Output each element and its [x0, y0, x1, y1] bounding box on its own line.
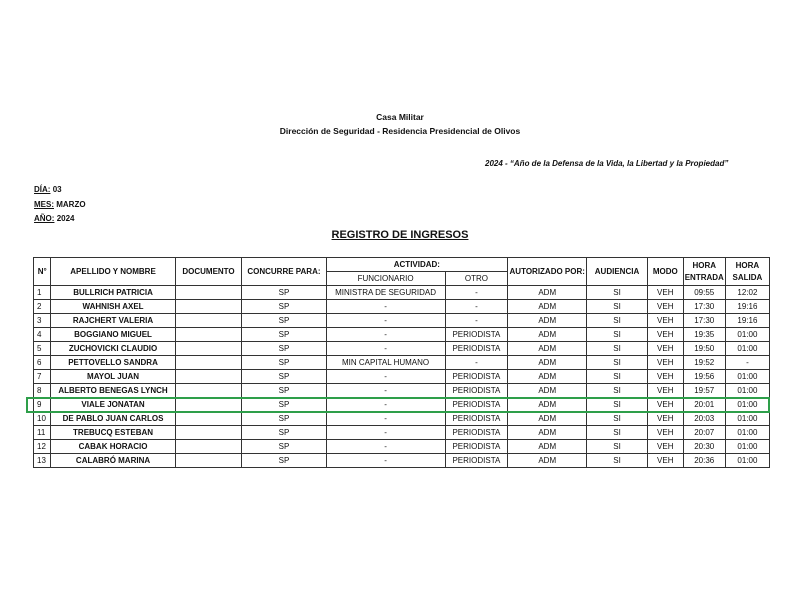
- cell-modo: VEH: [647, 370, 683, 384]
- cell-concurre: SP: [242, 314, 326, 328]
- cell-documento: [175, 370, 242, 384]
- cell-funcionario: MIN CAPITAL HUMANO: [326, 356, 445, 370]
- table-row: [34, 328, 770, 342]
- cell-concurre: SP: [242, 370, 326, 384]
- cell-autorizado: ADM: [508, 342, 587, 356]
- cell-funcionario: -: [326, 384, 445, 398]
- cell-apellido: TREBUCQ ESTEBAN: [51, 426, 175, 440]
- cell-funcionario: -: [326, 300, 445, 314]
- cell-documento: [175, 342, 242, 356]
- cell-audiencia: SI: [587, 286, 648, 300]
- table-row: [34, 356, 770, 370]
- cell-funcionario: -: [326, 370, 445, 384]
- cell-funcionario: -: [326, 328, 445, 342]
- cell-hora-salida: 19:16: [725, 300, 769, 314]
- table-row: [34, 454, 770, 468]
- cell-otro: PERIODISTA: [445, 370, 508, 384]
- cell-hora-salida: 01:00: [725, 440, 769, 454]
- cell-documento: [175, 426, 242, 440]
- cell-hora-entrada: 20:30: [683, 440, 725, 454]
- cell-audiencia: SI: [587, 370, 648, 384]
- cell-apellido: RAJCHERT VALERIA: [51, 314, 175, 328]
- cell-hora-entrada: 19:52: [683, 356, 725, 370]
- cell-n: 3: [34, 314, 51, 328]
- cell-n: 8: [34, 384, 51, 398]
- cell-autorizado: ADM: [508, 398, 587, 412]
- meta-anio: [34, 214, 74, 223]
- cell-concurre: SP: [242, 426, 326, 440]
- cell-audiencia: SI: [587, 454, 648, 468]
- header-concurre: CONCURRE PARA:: [242, 258, 326, 286]
- cell-hora-entrada: 20:36: [683, 454, 725, 468]
- cell-funcionario: -: [326, 398, 445, 412]
- cell-hora-entrada: 19:35: [683, 328, 725, 342]
- cell-n: 9: [34, 398, 51, 412]
- header-audiencia: AUDIENCIA: [587, 258, 648, 286]
- header-otro: OTRO: [445, 272, 508, 286]
- cell-concurre: SP: [242, 328, 326, 342]
- cell-n: 1: [34, 286, 51, 300]
- cell-apellido: VIALE JONATAN: [51, 398, 175, 412]
- header-n: N°: [34, 258, 51, 286]
- cell-otro: PERIODISTA: [445, 440, 508, 454]
- cell-autorizado: ADM: [508, 370, 587, 384]
- cell-modo: VEH: [647, 426, 683, 440]
- header-modo: MODO: [647, 258, 683, 286]
- cell-autorizado: ADM: [508, 286, 587, 300]
- cell-documento: [175, 412, 242, 426]
- cell-n: 11: [34, 426, 51, 440]
- meta-anio-value: 2024: [56, 214, 75, 223]
- cell-hora-salida: 01:00: [725, 342, 769, 356]
- cell-audiencia: SI: [587, 342, 648, 356]
- cell-audiencia: SI: [587, 412, 648, 426]
- cell-audiencia: SI: [587, 440, 648, 454]
- cell-n: 5: [34, 342, 51, 356]
- cell-n: 4: [34, 328, 51, 342]
- cell-hora-entrada: 19:50: [683, 342, 725, 356]
- cell-funcionario: -: [326, 412, 445, 426]
- cell-apellido: CABAK HORACIO: [51, 440, 175, 454]
- cell-apellido: WAHNISH AXEL: [51, 300, 175, 314]
- cell-concurre: SP: [242, 454, 326, 468]
- cell-autorizado: ADM: [508, 426, 587, 440]
- registro-rows: [34, 286, 770, 468]
- cell-autorizado: ADM: [508, 440, 587, 454]
- cell-modo: VEH: [647, 454, 683, 468]
- header-funcionario: FUNCIONARIO: [326, 272, 445, 286]
- table-row-highlighted: [34, 398, 770, 412]
- cell-hora-salida: 01:00: [725, 370, 769, 384]
- cell-documento: [175, 328, 242, 342]
- table-row: [34, 342, 770, 356]
- table-row: [34, 300, 770, 314]
- cell-hora-salida: 19:16: [725, 314, 769, 328]
- table-row: [34, 440, 770, 454]
- meta-dia: [34, 185, 62, 194]
- cell-autorizado: ADM: [508, 412, 587, 426]
- cell-otro: PERIODISTA: [445, 328, 508, 342]
- cell-hora-entrada: 19:57: [683, 384, 725, 398]
- cell-modo: VEH: [647, 342, 683, 356]
- cell-documento: [175, 286, 242, 300]
- cell-documento: [175, 440, 242, 454]
- cell-apellido: ZUCHOVICKI CLAUDIO: [51, 342, 175, 356]
- cell-hora-salida: 01:00: [725, 454, 769, 468]
- cell-audiencia: SI: [587, 328, 648, 342]
- cell-autorizado: ADM: [508, 384, 587, 398]
- cell-audiencia: SI: [587, 384, 648, 398]
- header-hora-entrada: HORA ENTRADA: [683, 258, 725, 286]
- table-row: [34, 426, 770, 440]
- cell-funcionario: MINISTRA DE SEGURIDAD: [326, 286, 445, 300]
- header-casa-militar: Casa Militar: [376, 112, 424, 122]
- cell-concurre: SP: [242, 342, 326, 356]
- header-apellido: APELLIDO Y NOMBRE: [51, 258, 175, 286]
- header-hora-salida: HORA SALIDA: [725, 258, 769, 286]
- cell-concurre: SP: [242, 300, 326, 314]
- cell-modo: VEH: [647, 300, 683, 314]
- cell-apellido: CALABRÓ MARINA: [51, 454, 175, 468]
- header-autorizado: AUTORIZADO POR:: [508, 258, 587, 286]
- cell-autorizado: ADM: [508, 328, 587, 342]
- cell-funcionario: -: [326, 426, 445, 440]
- cell-modo: VEH: [647, 314, 683, 328]
- cell-autorizado: ADM: [508, 314, 587, 328]
- cell-apellido: ALBERTO BENEGAS LYNCH: [51, 384, 175, 398]
- cell-modo: VEH: [647, 412, 683, 426]
- cell-documento: [175, 314, 242, 328]
- cell-documento: [175, 300, 242, 314]
- page-title: REGISTRO DE INGRESOS: [331, 229, 469, 241]
- cell-documento: [175, 384, 242, 398]
- cell-otro: PERIODISTA: [445, 342, 508, 356]
- cell-modo: VEH: [647, 440, 683, 454]
- cell-concurre: SP: [242, 412, 326, 426]
- cell-documento: [175, 356, 242, 370]
- cell-apellido: BOGGIANO MIGUEL: [51, 328, 175, 342]
- cell-otro: PERIODISTA: [445, 426, 508, 440]
- cell-modo: VEH: [647, 384, 683, 398]
- header-documento: DOCUMENTO: [175, 258, 242, 286]
- cell-n: 13: [34, 454, 51, 468]
- meta-dia-value: 03: [52, 185, 62, 194]
- cell-modo: VEH: [647, 328, 683, 342]
- header-direccion: Dirección de Seguridad - Residencia Presidencial de Olivos: [279, 126, 521, 136]
- meta-mes-label: MES:: [34, 200, 54, 209]
- cell-audiencia: SI: [587, 356, 648, 370]
- meta-anio-label: AÑO:: [34, 214, 55, 223]
- cell-concurre: SP: [242, 356, 326, 370]
- cell-hora-entrada: 17:30: [683, 300, 725, 314]
- cell-hora-entrada: 20:07: [683, 426, 725, 440]
- table-row: [34, 314, 770, 328]
- cell-hora-salida: 12:02: [725, 286, 769, 300]
- cell-hora-entrada: 17:30: [683, 314, 725, 328]
- cell-hora-salida: 01:00: [725, 328, 769, 342]
- cell-hora-salida: 01:00: [725, 398, 769, 412]
- cell-apellido: PETTOVELLO SANDRA: [51, 356, 175, 370]
- cell-hora-entrada: 09:55: [683, 286, 725, 300]
- cell-otro: PERIODISTA: [445, 384, 508, 398]
- cell-documento: [175, 454, 242, 468]
- cell-otro: -: [445, 314, 508, 328]
- cell-hora-entrada: 19:56: [683, 370, 725, 384]
- cell-n: 10: [34, 412, 51, 426]
- cell-concurre: SP: [242, 286, 326, 300]
- cell-modo: VEH: [647, 286, 683, 300]
- cell-autorizado: ADM: [508, 300, 587, 314]
- cell-funcionario: -: [326, 314, 445, 328]
- cell-audiencia: SI: [587, 314, 648, 328]
- cell-otro: PERIODISTA: [445, 412, 508, 426]
- cell-otro: -: [445, 356, 508, 370]
- cell-apellido: MAYOL JUAN: [51, 370, 175, 384]
- cell-n: 7: [34, 370, 51, 384]
- cell-concurre: SP: [242, 398, 326, 412]
- cell-n: 12: [34, 440, 51, 454]
- cell-apellido: DE PABLO JUAN CARLOS: [51, 412, 175, 426]
- meta-mes-value: MARZO: [56, 200, 86, 209]
- cell-modo: VEH: [647, 398, 683, 412]
- cell-autorizado: ADM: [508, 454, 587, 468]
- cell-autorizado: ADM: [508, 356, 587, 370]
- cell-concurre: SP: [242, 440, 326, 454]
- cell-apellido: BULLRICH PATRICIA: [51, 286, 175, 300]
- cell-hora-salida: -: [725, 356, 769, 370]
- cell-hora-salida: 01:00: [725, 426, 769, 440]
- cell-funcionario: -: [326, 440, 445, 454]
- meta-mes: [34, 200, 86, 209]
- cell-audiencia: SI: [587, 426, 648, 440]
- meta-dia-label: DÍA:: [34, 185, 51, 194]
- year-motto: 2024 - “Año de la Defensa de la Vida, la Libertad y la Propiedad”: [485, 159, 729, 168]
- cell-n: 6: [34, 356, 51, 370]
- table-row: [34, 412, 770, 426]
- cell-funcionario: -: [326, 342, 445, 356]
- header-actividad: ACTIVIDAD:: [326, 258, 508, 272]
- cell-hora-salida: 01:00: [725, 412, 769, 426]
- cell-n: 2: [34, 300, 51, 314]
- cell-audiencia: SI: [587, 398, 648, 412]
- cell-otro: PERIODISTA: [445, 454, 508, 468]
- cell-funcionario: -: [326, 454, 445, 468]
- cell-audiencia: SI: [587, 300, 648, 314]
- cell-documento: [175, 398, 242, 412]
- cell-otro: PERIODISTA: [445, 398, 508, 412]
- cell-modo: VEH: [647, 356, 683, 370]
- cell-hora-salida: 01:00: [725, 384, 769, 398]
- table-row: [34, 384, 770, 398]
- table-row: [34, 286, 770, 300]
- cell-hora-entrada: 20:01: [683, 398, 725, 412]
- cell-otro: -: [445, 286, 508, 300]
- cell-concurre: SP: [242, 384, 326, 398]
- cell-otro: -: [445, 300, 508, 314]
- registro-table: [33, 257, 770, 468]
- cell-hora-entrada: 20:03: [683, 412, 725, 426]
- table-row: [34, 370, 770, 384]
